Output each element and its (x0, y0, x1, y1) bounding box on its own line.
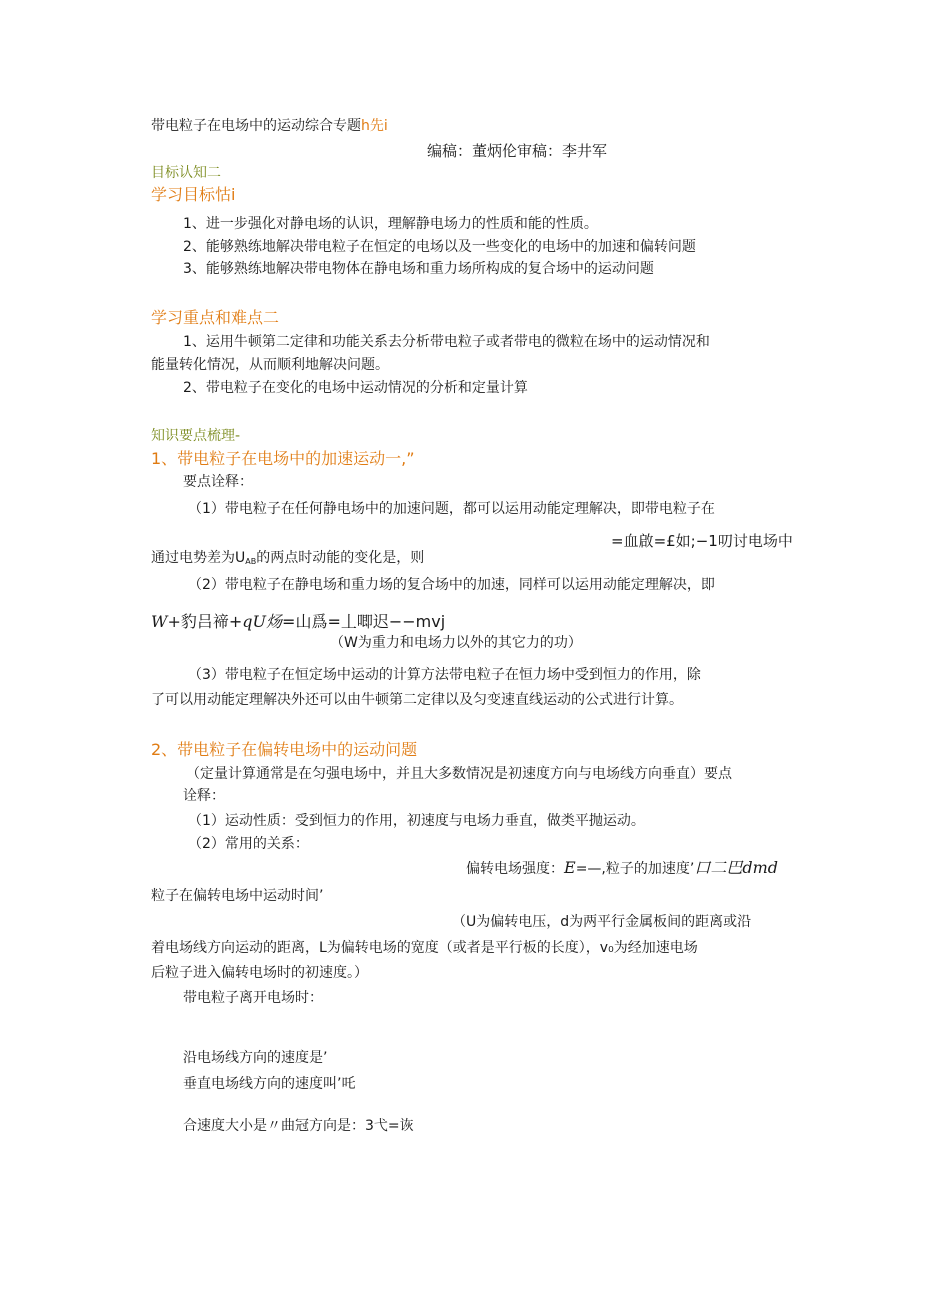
goals-heading: 学习目标怙i (151, 185, 236, 204)
goal-item-2: 2、能够熟练地解决带电粒子在恒定的电场以及一些变化的电场中的加速和偏转问题 (183, 239, 696, 255)
keypoint-2: 2、带电粒子在变化的电场中运动情况的分析和定量计算 (183, 380, 528, 396)
formula-work-energy: =血啟=£如;−1叨讨 (611, 532, 748, 550)
topic2-p1: （1）运动性质：受到恒力的作用，初速度与电场力垂直，做类平抛运动。 (188, 813, 645, 829)
formula-part-d: 炀 (266, 612, 283, 631)
credits-line: 编稿：董炳伦审稿：李井军 (427, 142, 608, 160)
section-label-goals: 目标认知二 (151, 165, 221, 181)
topic2-heading: 2、带电粒子在偏转电场中的运动问题 (151, 740, 418, 759)
formula-part-e: =山爲=丄唧迟−−mvj (282, 612, 446, 631)
velocity-parallel: 沿电场线方向的速度是’ (183, 1050, 328, 1066)
topic1-p3-line-1: （3）带电粒子在恒定场中运动的计算方法带电粒子在恒力场中受到恒力的作用，除 (188, 667, 701, 683)
section-label-knowledge: 知识要点梳理- (151, 428, 241, 444)
text-prefix: 通过电势差为 (151, 550, 235, 566)
document-title (151, 115, 388, 135)
subscript-ab: AB (245, 557, 257, 566)
leave-field-label: 带电粒子离开电场时： (183, 990, 323, 1006)
topic2-intro-line-1: （定量计算通常是在匀强电场中，并且大多数情况是初速度方向与电场线方向垂直）要点 (186, 766, 732, 782)
keypoints-heading: 学习重点和难点二 (151, 308, 280, 327)
topic1-p2-note: （W为重力和电场力以外的其它力的功） (330, 635, 582, 651)
text-suffix: 的两点时动能的变化是，则 (256, 550, 425, 566)
formula-equals: =—, (575, 861, 606, 877)
formula-part-b: 豹吕禘+ (180, 612, 243, 631)
topic1-p2-formula (151, 609, 445, 632)
keypoint-1-line-1: 1、运用牛顿第二定律和功能关系去分析带电粒子或者带电的微粒在场中的运动情况和 (183, 334, 710, 350)
definition-line-3: 后粒子进入偏转电场时的初速度。） (151, 965, 368, 981)
acceleration-label: 粒子的加速度’ (605, 861, 695, 877)
formula-dmd: dmd (742, 858, 778, 877)
topic1-p2-line-1: （2）带电粒子在静电场和重力场的复合场中的加速，同样可以运用动能定理解决，即 (188, 577, 715, 593)
topic1-p1-formula (611, 530, 793, 551)
title-suffix: h先i (361, 118, 388, 134)
topic1-p1-line-2 (151, 547, 424, 567)
definition-line-2: 着电场线方向运动的距离，L为偏转电场的宽度（或者是平行板的长度），v₀为经加速电场 (151, 940, 698, 956)
topic1-heading: 1、带电粒子在电场中的加速运动一,” (151, 449, 415, 468)
velocity-perpendicular: 垂直电场线方向的速度叫’吒 (183, 1076, 356, 1092)
time-label: 粒子在偏转电场中运动时间’ (151, 888, 324, 904)
goal-item-1: 1、进一步强化对静电场的认识，理解静电场力的性质和能的性质。 (183, 216, 598, 232)
topic1-p3-line-2: 了可以用动能定理解决外还可以由牛顿第二定律以及匀变速直线运动的公式进行计算。 (151, 692, 683, 708)
variable-u: U (235, 550, 246, 566)
deflection-formula-line (466, 855, 778, 878)
keypoint-1-line-2: 能量转化情况，从而顺利地解决问题。 (151, 357, 389, 373)
formula-w: W+ (151, 612, 181, 631)
formula-e: E (564, 858, 576, 877)
topic1-note-label: 要点诠释： (183, 474, 253, 490)
formula-tail: 电场中 (747, 532, 793, 550)
formula-tail: 口二巴 (694, 858, 743, 877)
goal-item-3: 3、能够熟练地解决带电物体在静电场和重力场所构成的复合场中的运动问题 (183, 261, 654, 277)
topic2-intro-line-2: 诠释： (183, 788, 225, 804)
velocity-total: 合速度大小是〃曲冠方向是：3弋=诙 (183, 1118, 414, 1134)
title-text: 带电粒子在电场中的运动综合专题 (151, 118, 361, 134)
topic2-p2: （2）常用的关系： (188, 836, 309, 852)
topic1-p1-line-1: （1）带电粒子在任何静电场中的加速问题，都可以运用动能定理解决，即带电粒子在 (188, 501, 715, 517)
field-strength-label: 偏转电场强度： (466, 861, 564, 877)
formula-qu: qU (242, 612, 267, 631)
definition-line-1: （U为偏转电压，d为两平行金属板间的距离或沿 (452, 914, 752, 930)
